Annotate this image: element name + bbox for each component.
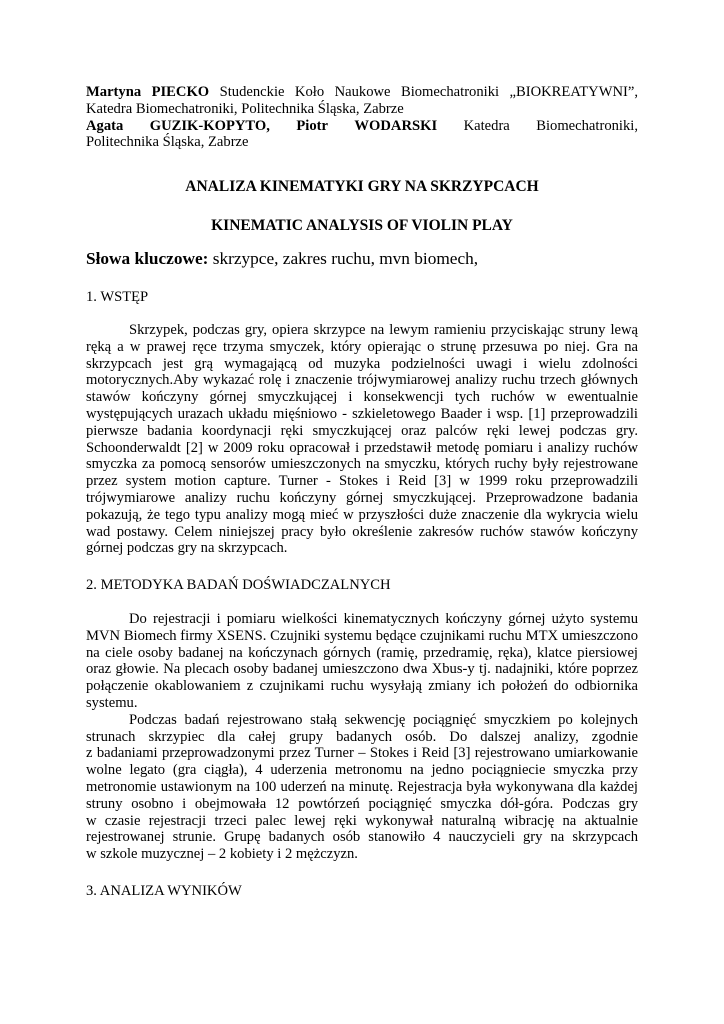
authors23-affiliation-a: Katedra (463, 117, 510, 134)
text-line: smyczka za pomocą sensorów umieszczonych na smyczku, których ruchy były rejestrowane (86, 456, 638, 473)
text-line: trójwymiarowe analizy ruchu kończyny górnej smyczkującej. Przeprowadzone badania (86, 489, 638, 506)
document-page (86, 84, 638, 900)
section2-heading: 2. METODYKA BADAŃ DOŚWIADCZALNYCH (86, 577, 391, 594)
keywords (86, 249, 638, 269)
author-block (86, 84, 638, 151)
text-line: metronomie ustawionym na 100 uderzeń na minutę. Rejestracja była wykonywana dla każdej (86, 778, 638, 795)
text-line: z badaniami przeprowadzonymi przez Turner – Stokes i Reid [3] rejestrowano umiarkowanie (86, 745, 638, 762)
text-line: rejestrowanej strunie. Grupę badanych osób stanowiło 4 nauczycieli gry na skrzypcach (86, 829, 638, 846)
text-line: przez system motion capture. Turner - Stokes i Reid [3] w 1999 roku przeprowadzili (86, 473, 638, 490)
section1-paragraph (86, 322, 638, 557)
text-line: skrzypcach jest grą wymagającą od muzyka podzielności uwagi i wielu zdolności (86, 355, 638, 372)
text-line: Do rejestracji i pomiaru wielkości kinematycznych kończyny górnej użyto systemu (129, 610, 638, 627)
section2-paragraph2 (86, 712, 638, 863)
text-line: górnej podczas gry na skrzypcach. (86, 540, 288, 557)
authors23-line (86, 118, 638, 135)
author3-first-name: Piotr (296, 117, 328, 134)
text-line: w czasie rejestracji trzeci palec lewej ręki wykonywał naturalną wibrację na aktualnie (86, 812, 638, 829)
authors23-affiliation-line2: Politechnika Śląska, Zabrze (86, 134, 249, 151)
text-line: oraz głowie. Na plecach osoby badanej umieszczono dwa Xbus-y tj. nadajniki, które poprzez (86, 661, 638, 678)
section3-heading: 3. ANALIZA WYNIKÓW (86, 882, 242, 899)
text-line: Schoonderwaldt [2] w 2009 roku opracował i przedstawił metodę pomiaru i analizy ruchów (86, 439, 638, 456)
author3-surname: WODARSKI (354, 117, 438, 134)
author2-first-name: Agata (86, 117, 124, 134)
text-line: pierwsze badania koordynacji ręki smyczkującej oraz palców ręki lewej podczas gry. (86, 422, 638, 439)
text-line: wolne legato (gra ciągła), 4 uderzenia metronomu na jedno pociągniecie smyczka przy (86, 762, 638, 779)
text-line: wad postawy. Celem niniejszej pracy było określenie zakresów ruchów stawów kończyny (86, 523, 638, 540)
keywords-value: skrzypce, zakres ruchu, mvn biomech, (208, 249, 479, 269)
text-line: w szkole muzycznej – 2 kobiety i 2 mężczyzn. (86, 846, 358, 863)
author1-affiliation-line2: Katedra Biomechatroniki, Politechnika Śląska, Zabrze (86, 100, 404, 117)
text-line: systemu. (86, 694, 138, 711)
text-line: strunach skrzypiec dla całej grupy badanych osób. Do dalszej analizy, zgodnie (86, 728, 638, 745)
author1-line (86, 84, 638, 101)
text-line: połączenie okablowaniem z czujnikami ruchu wysyłają zmiany ich położeń do odbiornika (86, 678, 638, 695)
title-english: KINEMATIC ANALYSIS OF VIOLIN PLAY (211, 217, 513, 235)
text-line: na ciele osoby badanej na kończynach górnych (ramię, przedramię, ręka), klatce piersiowej (86, 644, 638, 661)
text-line: Podczas badań rejestrowano stałą sekwencję pociągnięć smyczkiem po kolejnych (129, 711, 638, 728)
text-line: występujących urazach układu mięśniowo - szkieletowego Baader i wsp. [1] przeprowadzili (86, 405, 638, 422)
keywords-label: Słowa kluczowe: (86, 249, 209, 269)
text-line: motorycznych.Aby wykazać rolę i znaczenie trójwymiarowej analizy ruchu trzech głównych (86, 372, 638, 389)
text-line: pokazują, że tego typu analizy mogą mieć w przyszłości duże znaczenie dla wykrycia wielu (86, 506, 638, 523)
text-line: struny osobno i obejmowała 12 powtórzeń pociągnięć smyczka dół-góra. Podczas gry (86, 795, 638, 812)
text-line: stawów kończyny górnej smyczkującej i konsekwencji tych ruchów w ewentualnie (86, 389, 638, 406)
text-line: MVN Biomech firmy XSENS. Czujniki systemu będące czujnikami ruchu MTX umieszczono (86, 627, 638, 644)
text-line: Skrzypek, podczas gry, opiera skrzypce na lewym ramieniu przyciskając struny lewą (129, 321, 638, 338)
section1-heading: 1. WSTĘP (86, 289, 149, 306)
title-polish: ANALIZA KINEMATYKI GRY NA SKRZYPCACH (185, 178, 539, 196)
author1-affiliation: Studenckie Koło Naukowe Biomechatroniki „BIOKREATYWNI”, (219, 84, 638, 100)
section2-paragraph1 (86, 611, 638, 712)
author2-surname: GUZIK-KOPYTO, (149, 117, 270, 134)
author1-name: Martyna PIECKO (86, 84, 210, 100)
text-line: ręką a w prawej ręce trzyma smyczek, który opierając o strunę przesuwa po niej. Gra na (86, 338, 638, 355)
authors23-affiliation-b: Biomechatroniki, (536, 117, 638, 134)
